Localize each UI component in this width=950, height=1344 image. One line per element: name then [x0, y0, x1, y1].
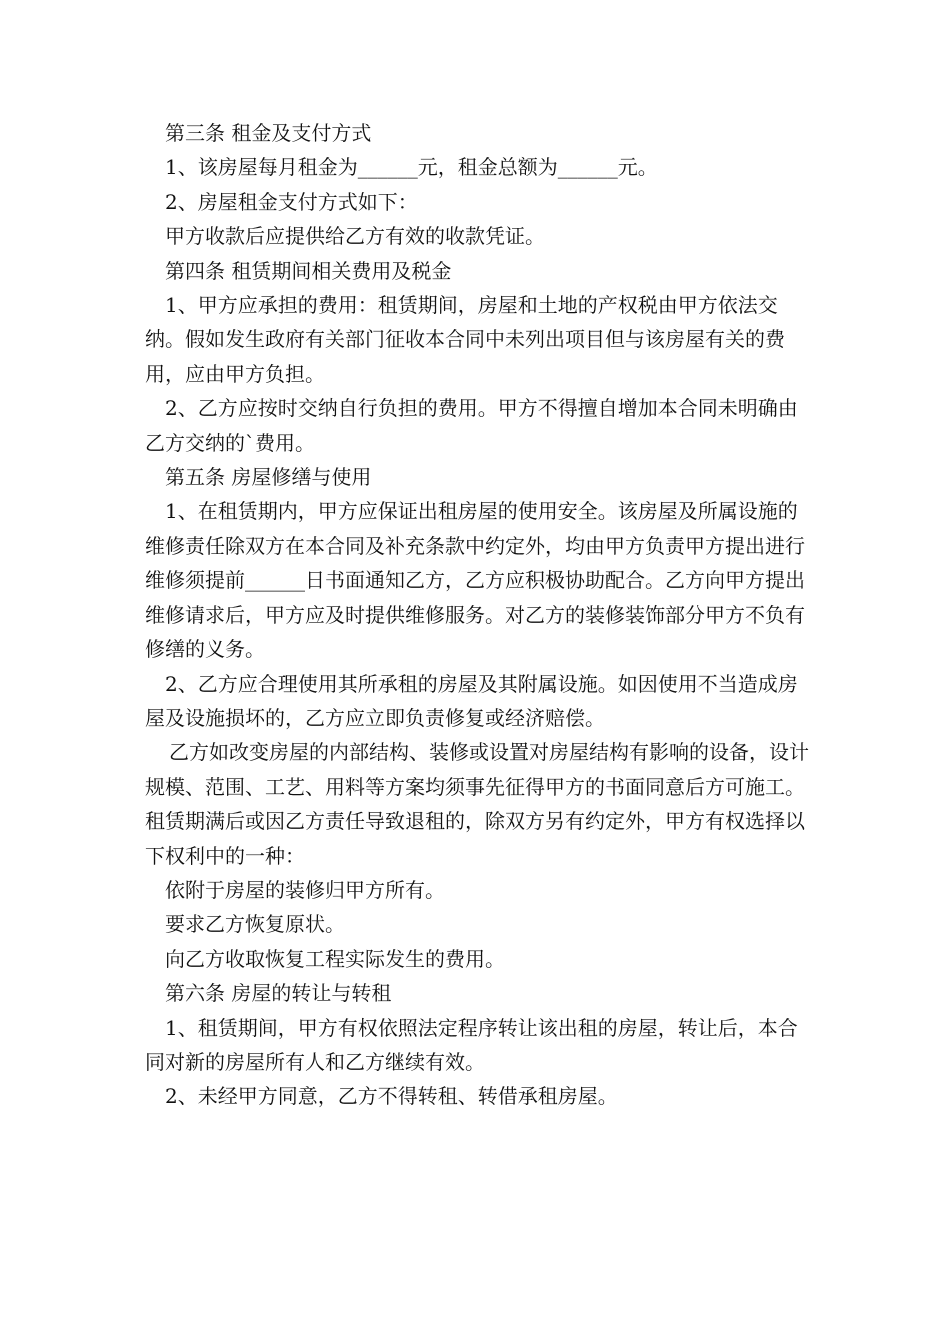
article-6-clause-1: 1、租赁期间，甲方有权依照法定程序转让该出租的房屋，转让后，本合同对新的房屋所有人和乙方继续有效。: [145, 1015, 798, 1074]
article-4-heading: 第四条 租赁期间相关费用及税金: [165, 258, 452, 283]
article-6-clause-2: 2、未经甲方同意，乙方不得转租、转借承租房屋。: [165, 1084, 618, 1109]
article-5-heading: 第五条 房屋修缮与使用: [165, 465, 372, 490]
article-5-clause-1: 1、在租赁期内，甲方应保证出租房屋的使用安全。该房屋及所属设施的维修责任除双方在本合同及补充条款中约定外，均由甲方负责甲方提出进行维修须提前______日书面通知乙方，乙方应积极协助配合。乙方向甲方提出维修请求后，甲方应及时提供维修服务。对乙方的装修装饰部分甲方不负有修缮的义务。: [145, 499, 805, 662]
article-3-receipt-note: 甲方收款后应提供给乙方有效的收款凭证。: [165, 224, 545, 249]
article-3-heading: 第三条 租金及支付方式: [165, 121, 372, 145]
article-5-option-2: 要求乙方恢复原状。: [165, 912, 345, 937]
article-6-heading: 第六条 房屋的转让与转租: [165, 981, 392, 1006]
article-3-clause-1: 1、该房屋每月租金为______元，租金总额为______元。: [165, 155, 658, 180]
document-body: [145, 116, 815, 1114]
article-4-clause-1: 1、甲方应承担的费用：租赁期间，房屋和土地的产权税由甲方依法交纳。假如发生政府有关部门征收本合同中未列出项目但与该房屋有关的费用，应由甲方负担。: [145, 293, 785, 386]
article-4-clause-2: 2、乙方应按时交纳自行负担的费用。甲方不得擅自增加本合同未明确由乙方交纳的`费用。: [145, 396, 798, 455]
article-5-clause-2: 2、乙方应合理使用其所承租的房屋及其附属设施。如因使用不当造成房屋及设施损坏的，乙方应立即负责修复或经济赔偿。: [145, 671, 798, 730]
article-3-clause-2: 2、房屋租金支付方式如下：: [165, 189, 418, 214]
article-5-option-1: 依附于房屋的装修归甲方所有。: [165, 877, 445, 902]
article-5-option-3: 向乙方收取恢复工程实际发生的费用。: [165, 946, 505, 971]
article-5-renovation-paragraph: 乙方如改变房屋的内部结构、装修或设置对房屋结构有影响的设备，设计规模、范围、工艺、用料等方案均须事先征得甲方的书面同意后方可施工。租赁期满后或因乙方责任导致退租的，除双方另有约定外，甲方有权选择以下权利中的一种：: [145, 740, 809, 868]
